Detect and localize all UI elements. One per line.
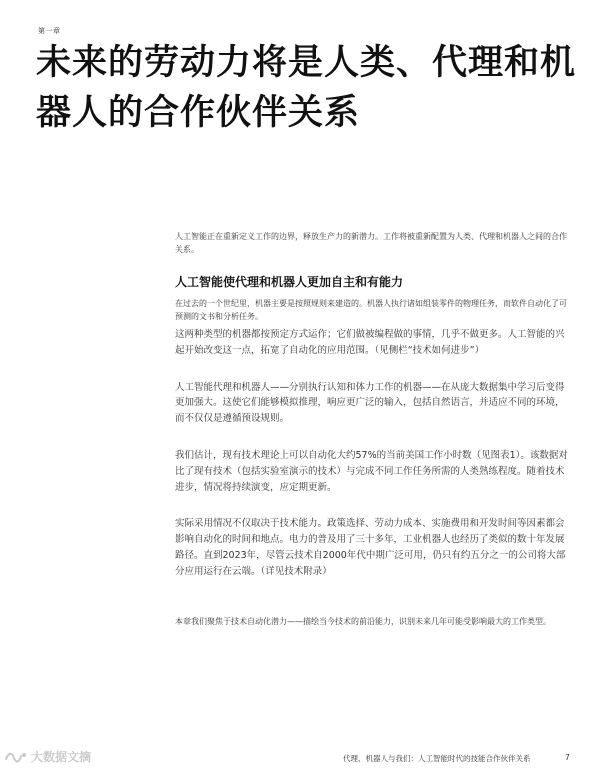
page-number: 7 [565,753,570,762]
main-content [175,231,573,632]
paragraph-5: 本章我们聚焦于技术自动化潜力——描绘当今技术的前沿能力，识别未来几年可能受影响最大的工作类型。 [175,616,551,626]
paragraph-4: 实际采用情况不仅取决于技术能力。政策选择、劳动力成本、实施费用和开发时间等因素都会影响自动化的时间和地点。电力的普及用了三十多年，工业机器人也经历了类似的数十年发展路径。直到2023年，尽管云技术自2000年代中期广泛可用，仍只有约五分之一的公司将大部分应用运行在云端。（详见技术附录） [175,518,566,577]
wave-logo-icon [4,749,28,765]
section-heading: 人工智能使代理和机器人更加自主和有能力 [175,275,404,289]
page-title: 未来的劳动力将是人类、代理和机器人的合作伙伴关系 [36,43,577,133]
intro-paragraph: 人工智能正在重新定义工作的边界，释放生产力的新潜力。工作将被重新配置为人类、代理和机器人之间的合作关系。 [175,232,567,254]
watermark-logo [4,748,91,765]
paragraph-1a: 在过去的一个世纪里，机器主要是按照规则来建造的。机器人执行诸如组装零件的物理任务，而软件自动化了可预测的文书和分析任务。 [175,299,567,321]
paragraph-2: 人工智能代理和机器人——分别执行认知和体力工作的机器——在从庞大数据集中学习后变得更加强大。这使它们能够模拟推理，响应更广泛的输入，包括自然语言，并适应不同的环境，而不仅仅是遵循预设规则。 [175,381,565,425]
chapter-label: 第一章 [38,27,61,35]
paragraph-3: 我们估计，现有技术理论上可以自动化大约57%的当前美国工作小时数（见图表1）。该数据对比了现有技术（包括实验室演示的技术）与完成不同工作任务所需的人类熟练程度。随着技术进步，情况将持续演变，应定期更新。 [175,449,568,493]
paragraph-1b: 这两种类型的机器都按预定方式运作；它们做被编程做的事情，几乎不做更多。人工智能的兴起开始改变这一点，拓宽了自动化的应用范围。（见侧栏“技术如何进步”） [175,329,565,356]
footer-text: 代理、机器人与我们：人工智能时代的技能合作伙伴关系 [343,754,531,763]
watermark-text: 大数据文摘 [31,750,92,764]
